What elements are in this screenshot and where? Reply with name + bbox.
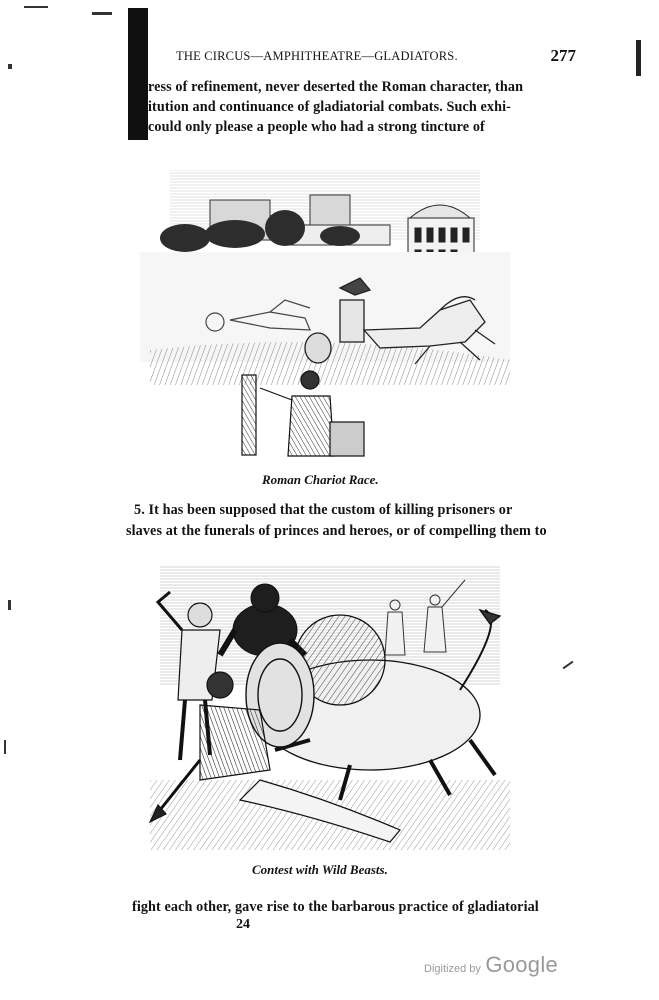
- chariot-race-engraving: [140, 160, 510, 460]
- paragraph-mid-line-1: 5. It has been supposed that the custom of killing prisoners or: [134, 502, 513, 518]
- scan-mark: [8, 600, 11, 610]
- digitized-by-label: Digitized by: [424, 963, 481, 975]
- scan-mark: [24, 6, 48, 8]
- scan-mark: [8, 64, 12, 69]
- paragraph-top-line-1: ress of refinement, never deserted the Roman character, than: [148, 79, 524, 95]
- figure-2-caption: Contest with Wild Beasts.: [252, 862, 388, 877]
- scan-mark: [636, 40, 641, 76]
- paragraph-bottom-line-1: fight each other, gave rise to the barbarous practice of gladiatorial: [132, 899, 539, 915]
- google-logo: Google: [485, 952, 559, 977]
- paragraph-top-line-3: could only please a people who had a strong tincture of: [148, 119, 485, 135]
- running-head-title: THE CIRCUS—AMPHITHEATRE—GLADIATORS.: [176, 49, 458, 63]
- binding-shadow: [128, 8, 148, 140]
- paragraph-mid-line-2: slaves at the funerals of princes and heroes, or of compelling them to: [126, 523, 547, 539]
- running-head: [176, 47, 576, 67]
- figure-1-caption: Roman Chariot Race.: [262, 472, 379, 487]
- scan-mark: [563, 661, 574, 670]
- scan-mark: [92, 12, 112, 15]
- signature-mark: 24: [236, 917, 250, 932]
- scan-mark: [4, 740, 6, 754]
- page-number: 277: [550, 46, 576, 65]
- wild-beasts-engraving: [140, 560, 520, 860]
- paragraph-top-line-2: itution and continuance of gladiatorial combats. Such exhi-: [148, 99, 511, 115]
- digitized-by-footer: [424, 952, 558, 978]
